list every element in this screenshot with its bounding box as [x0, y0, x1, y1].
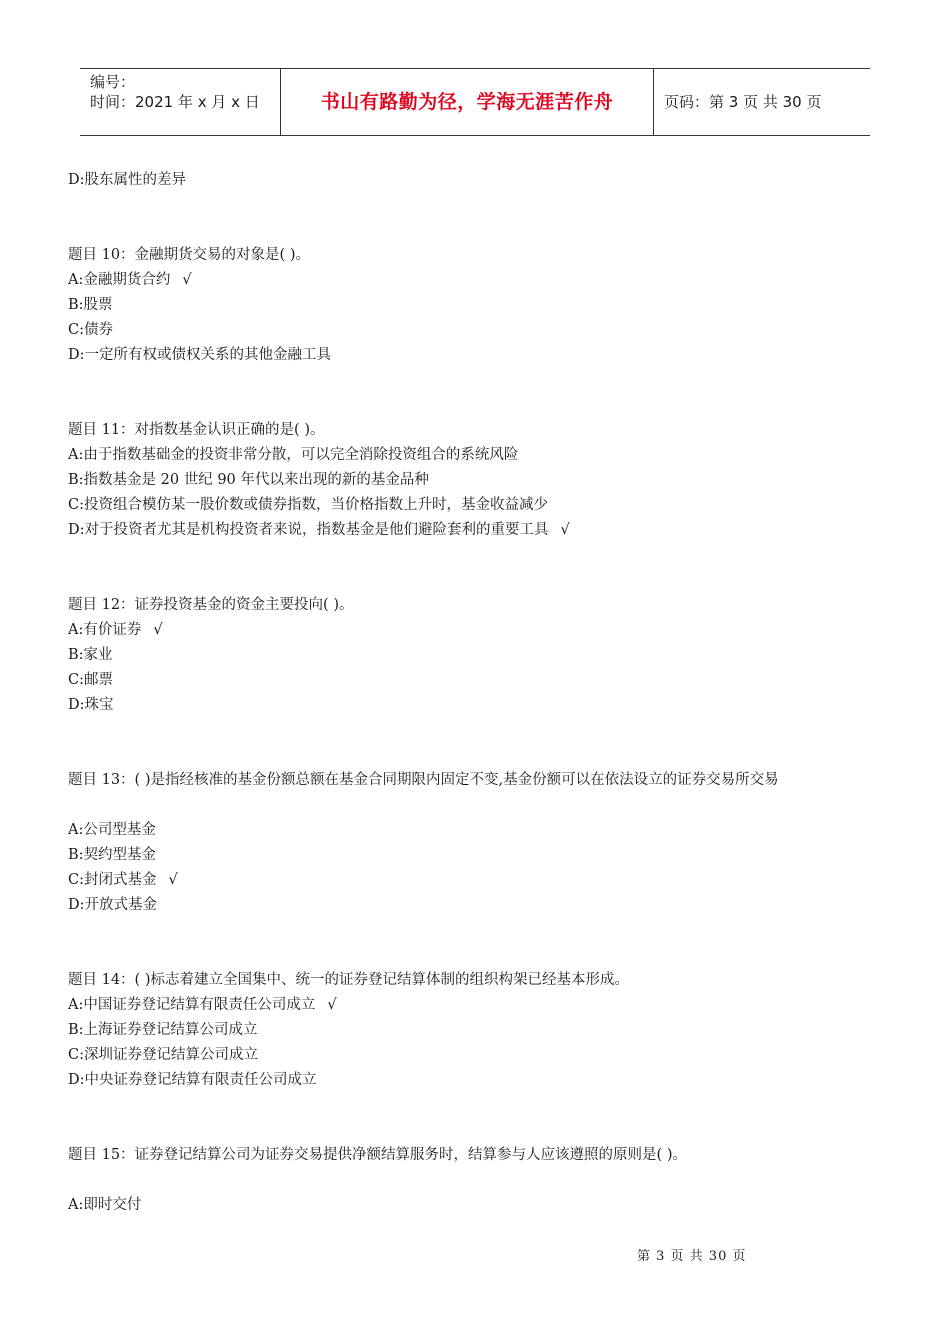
- option-d: D:一定所有权或债权关系的其他金融工具: [68, 347, 332, 363]
- correct-check-mark: √: [560, 522, 570, 538]
- question-title: 题目 14：( )标志着建立全国集中、统一的证券登记结算体制的组织构架已经基本形成。: [68, 972, 629, 988]
- question-title: 题目 11：对指数基金认识正确的是( )。: [68, 422, 325, 438]
- option-d: D:中央证券登记结算有限责任公司成立: [68, 1072, 317, 1088]
- page-header: [80, 68, 870, 136]
- option-c: C:投资组合模仿某一股价数或债券指数，当价格指数上升时，基金收益减少: [68, 497, 548, 513]
- question-title: 题目 12：证券投资基金的资金主要投向( )。: [68, 597, 354, 613]
- option-a: A:由于指数基础金的投资非常分散，可以完全消除投资组合的系统风险: [68, 447, 519, 463]
- option-c: C:债券: [68, 322, 113, 338]
- question-title: 题目 10：金融期货交易的对象是( )。: [68, 247, 310, 263]
- option-c: C:邮票: [68, 672, 113, 688]
- question-10: [68, 243, 880, 368]
- q9-option-d: D:股东属性的差异: [68, 172, 187, 188]
- header-page-info: 页码：第 3 页 共 30 页: [664, 93, 822, 111]
- option-a: A:金融期货合约 √: [68, 272, 192, 288]
- page-footer: 第 3 页 共 30 页: [637, 1249, 747, 1264]
- correct-check-mark: √: [327, 997, 337, 1013]
- option-a: A:有价证券 √: [68, 622, 163, 638]
- question-title: 题目 15：证券登记结算公司为证券交易提供净额结算服务时，结算参与人应该遵照的原则是( )。: [68, 1147, 687, 1163]
- option-b: B:股票: [68, 297, 113, 313]
- correct-check-mark: √: [153, 622, 163, 638]
- correct-check-mark: √: [168, 872, 178, 888]
- option-a: A:即时交付: [68, 1197, 142, 1213]
- question-14: [68, 968, 880, 1093]
- option-d: D:珠宝: [68, 697, 114, 713]
- option-a: A:公司型基金: [68, 822, 156, 838]
- question-12: [68, 593, 880, 718]
- header-motto: 书山有路勤为径，学海无涯苦作舟: [281, 69, 654, 135]
- document-body: [68, 168, 880, 1218]
- question-11: [68, 418, 880, 543]
- correct-check-mark: √: [182, 272, 192, 288]
- option-b: B:家业: [68, 647, 113, 663]
- header-meta: [80, 69, 281, 135]
- option-d: D:开放式基金: [68, 897, 158, 913]
- option-b: B:契约型基金: [68, 847, 157, 863]
- option-d: D:对于投资者尤其是机构投资者来说，指数基金是他们避险套利的重要工具 √: [68, 522, 570, 538]
- option-b: B:指数基金是 20 世纪 90 年代以来出现的新的基金品种: [68, 472, 429, 488]
- option-a: A:中国证券登记结算有限责任公司成立 √: [68, 997, 337, 1013]
- option-b: B:上海证券登记结算公司成立: [68, 1022, 258, 1038]
- header-id-label: 编号：: [90, 73, 136, 91]
- option-c: C:封闭式基金 √: [68, 872, 178, 888]
- question-title: 题目 13：( )是指经核准的基金份额总额在基金合同期限内固定不变,基金份额可以在依法设立的证券交易所交易: [68, 772, 779, 788]
- option-c: C:深圳证券登记结算公司成立: [68, 1047, 258, 1063]
- question-15: [68, 1143, 880, 1218]
- question-13: [68, 768, 880, 918]
- header-time-label: 时间：2021 年 x 月 x 日: [90, 93, 260, 111]
